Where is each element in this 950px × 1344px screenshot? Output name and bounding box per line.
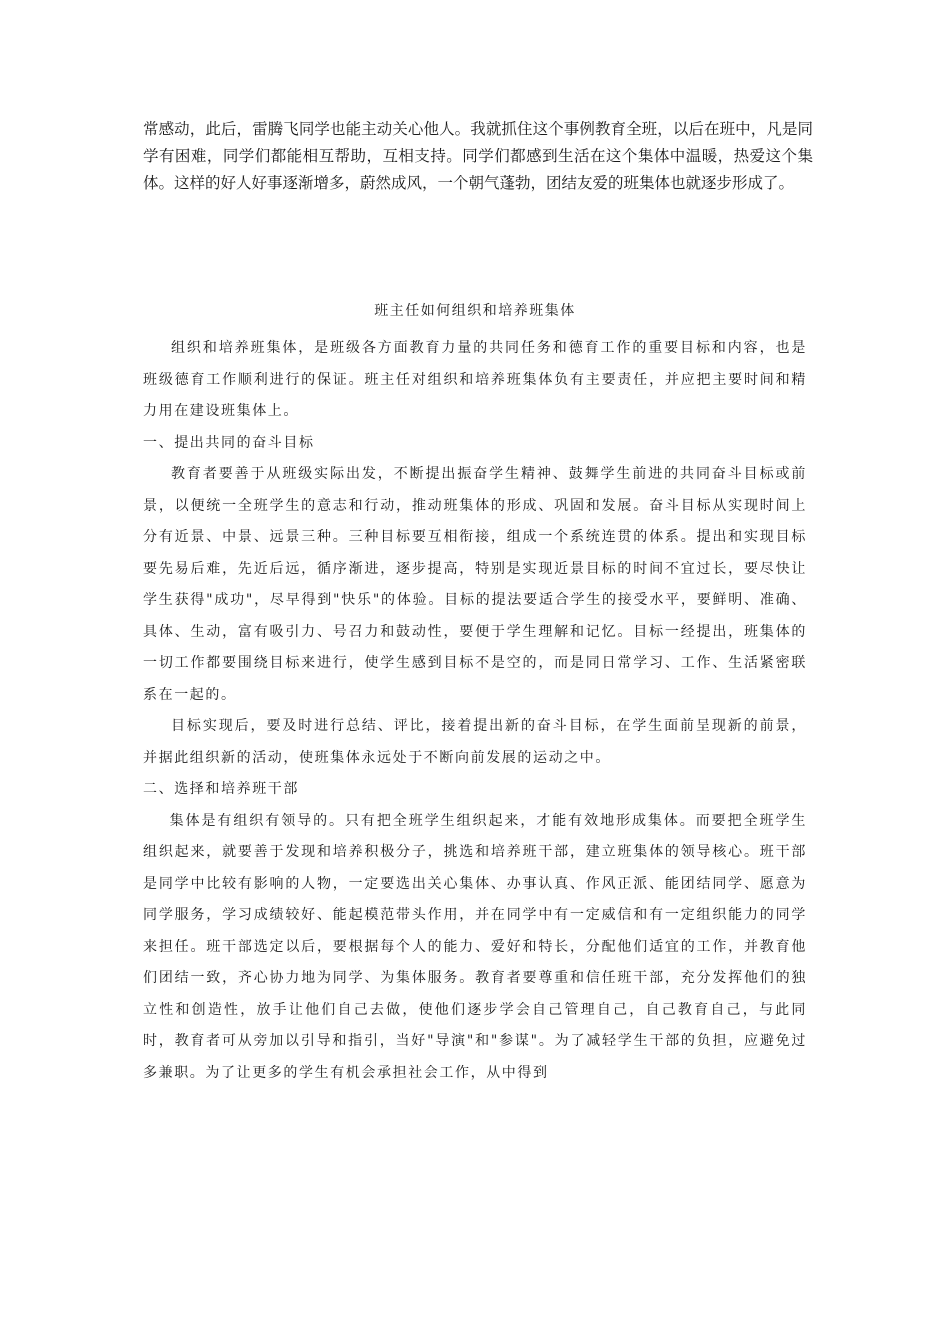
lead-paragraph: 组织和培养班集体，是班级各方面教育力量的共同任务和德育工作的重要目标和内容，也是班级德育工作顺利进行的保证。班主任对组织和培养班集体负有主要责任，并应把主要时间和精力用在建设班集体上。: [143, 340, 807, 419]
article-title: 班主任如何组织和培养班集体: [374, 303, 576, 319]
article-body: [143, 333, 807, 1089]
section-heading-1: 一、提出共同的奋斗目标: [143, 434, 315, 451]
section1-paragraph1: 教育者要善于从班级实际出发，不断提出振奋学生精神、鼓舞学生前进的共同奋斗目标或前景，以便统一全班学生的意志和行动，推动班集体的形成、巩固和发展。奋斗目标从实现时间上分有近景、中景、远景三种。三种目标要互相衔接，组成一个系统连贯的体系。提出和实现目标要先易后难，先近后远，循序渐进，逐步提高，特别是实现近景目标的时间不宜过长，要尽快让学生获得"成功"，尽早得到"快乐"的体验。目标的提法要适合学生的接受水平，要鲜明、准确、具体、生动，富有吸引力、号召力和鼓动性，要便于学生理解和记忆。目标一经提出，班集体的一切工作都要围绕目标来进行，使学生感到目标不是空的，而是同日常学习、工作、生活紧密联系在一起的。: [143, 466, 807, 703]
section-heading-2: 二、选择和培养班干部: [143, 781, 299, 797]
intro-paragraph: 常感动，此后，雷腾飞同学也能主动关心他人。我就抓住这个事例教育全班，以后在班中，凡是同学有困难，同学们都能相互帮助，互相支持。同学们都感到生活在这个集体中温暖，热爱这个集体。这样的好人好事逐渐增多，蔚然成风，一个朝气蓬勃，团结友爱的班集体也就逐步形成了。: [143, 120, 813, 192]
section2-paragraph1: 集体是有组织有领导的。只有把全班学生组织起来，才能有效地形成集体。而要把全班学生组织起来，就要善于发现和培养积极分子，挑选和培养班干部，建立班集体的领导核心。班干部是同学中比较有影响的人物，一定要选出关心集体、办事认真、作风正派、能团结同学、愿意为同学服务，学习成绩较好、能起模范带头作用，并在同学中有一定威信和有一定组织能力的同学来担任。班干部选定以后，要根据每个人的能力、爱好和特长，分配他们适宜的工作，并教育他们团结一致，齐心协力地为同学、为集体服务。教育者要尊重和信任班干部，充分发挥他们的独立性和创造性，放手让他们自己去做，使他们逐步学会自己管理自己，自己教育自己，与此同时，教育者可从旁加以引导和指引，当好"导演"和"参谋"。为了减轻学生干部的负担，应避免过多兼职。为了让更多的学生有机会承担社会工作，从中得到: [143, 812, 807, 1081]
section1-paragraph2: 目标实现后，要及时进行总结、评比，接着提出新的奋斗目标，在学生面前呈现新的前景，并据此组织新的活动，使班集体永远处于不断向前发展的运动之中。: [143, 718, 807, 766]
